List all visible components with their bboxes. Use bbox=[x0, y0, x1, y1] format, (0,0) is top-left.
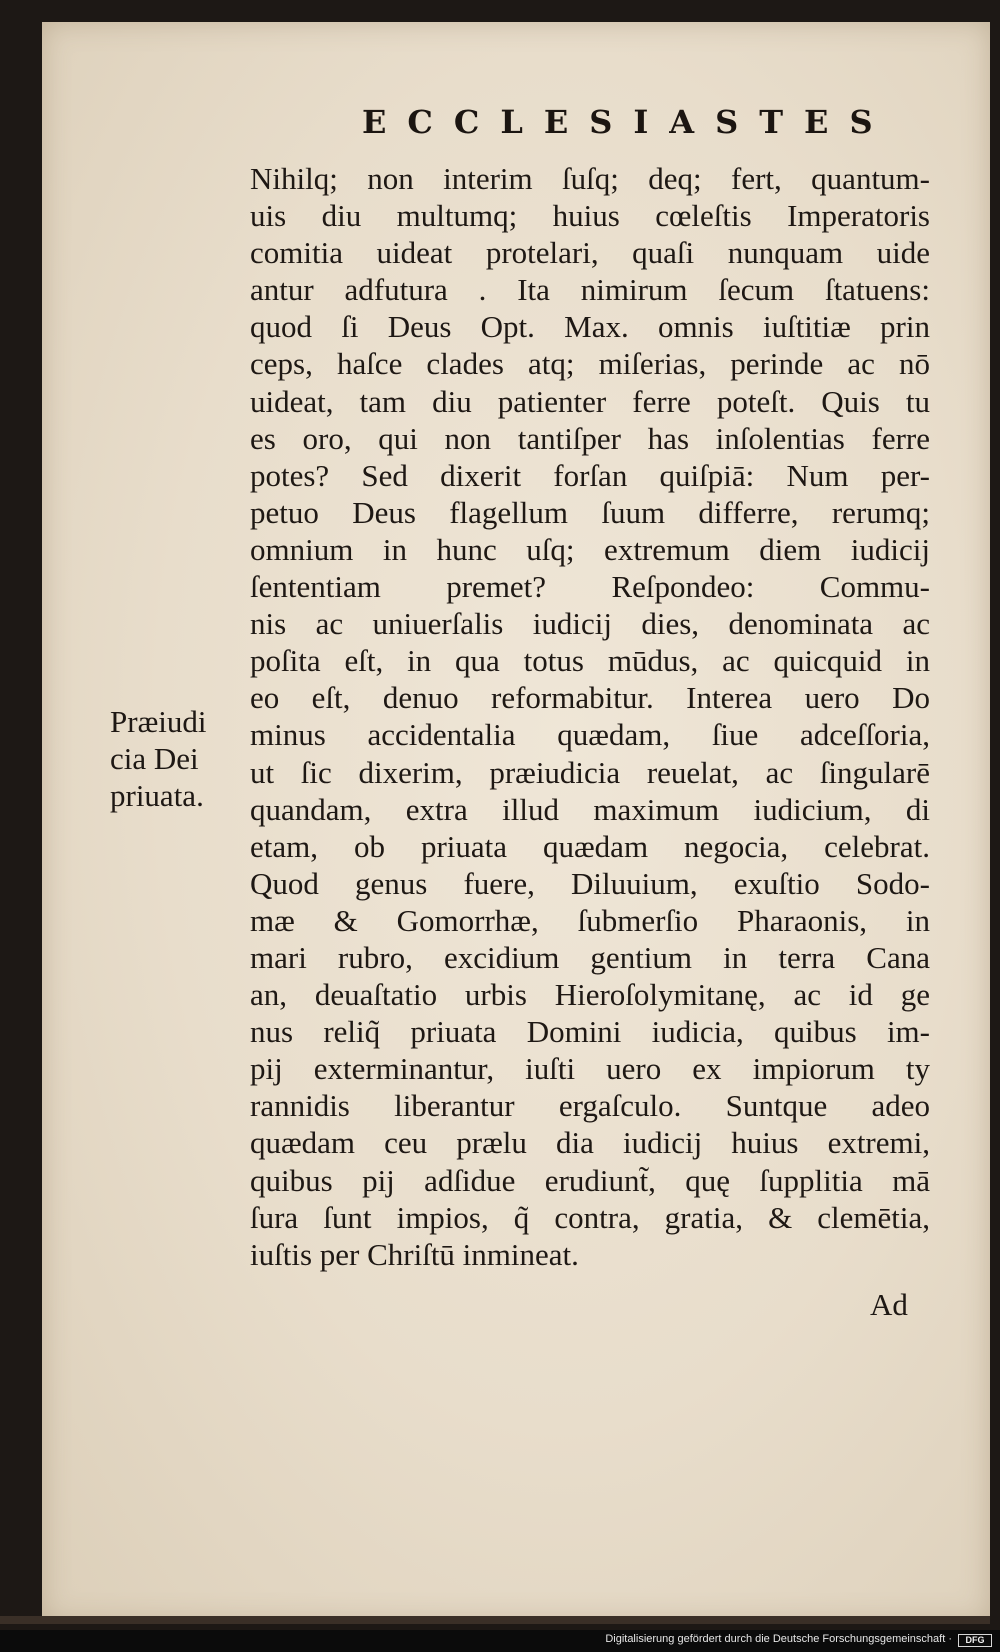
text-line: uis diu multumq; huius cœleſtis Imperatoris bbox=[250, 198, 930, 234]
text-line: potes? Sed dixerit forſan quiſpiā: Num per- bbox=[250, 457, 930, 493]
text-line: mari rubro, excidium gentium in terra Cana bbox=[250, 939, 930, 975]
footer-bar bbox=[0, 1630, 1000, 1652]
text-line: ceps, haſce clades atq; miſerias, perinde ac nō bbox=[250, 346, 930, 382]
body-text bbox=[250, 160, 930, 1273]
text-line: rannidis liberantur ergaſculo. Suntque adeo bbox=[250, 1088, 930, 1124]
text-line: quædam ceu prælu dia iudicij huius extremi, bbox=[250, 1125, 930, 1161]
text-line: es oro, qui non tantiſper has inſolentias ferre bbox=[250, 420, 930, 456]
text-line: antur adfutura . Ita nimirum ſecum ſtatuens: bbox=[250, 272, 930, 308]
text-line: poſita eſt, in qua totus mūdus, ac quicquid in bbox=[250, 643, 930, 679]
text-line: ut ſic dixerim, præiudicia reuelat, ac ſingularē bbox=[250, 754, 930, 790]
text-line: ſententiam premet? Reſpondeo: Commu- bbox=[250, 569, 930, 605]
marginal-note-line: Præiudi bbox=[110, 704, 207, 739]
dfg-logo-icon: DFG bbox=[958, 1634, 992, 1647]
text-line: nis ac uniuerſalis iudicij dies, denominata ac bbox=[250, 606, 930, 642]
text-line: minus accidentalia quædam, ſiue adceſſoria, bbox=[250, 717, 930, 753]
text-line: omnium in hunc uſq; extremum diem iudicij bbox=[250, 531, 930, 567]
text-line: mæ & Gomorrhæ, ſubmerſio Pharaonis, in bbox=[250, 902, 930, 938]
text-line: eo eſt, denuo reformabitur. Interea uero Do bbox=[250, 680, 930, 716]
text-line: quibus pij adſidue erudiunt̃, quę ſupplitia mā bbox=[250, 1162, 930, 1198]
running-head: ECCLESIASTES bbox=[362, 103, 894, 141]
text-line: iuſtis per Chriſtū inmineat. bbox=[250, 1236, 579, 1272]
text-line: nus reliq̃ priuata Domini iudicia, quibus im- bbox=[250, 1014, 930, 1050]
marginal-note-line: cia Dei bbox=[110, 741, 199, 776]
text-line: ſura ſunt impios, q̃ contra, gratia, & clemētia, bbox=[250, 1199, 930, 1235]
footer-credit: Digitalisierung gefördert durch die Deutsche Forschungsgemeinschaft · bbox=[605, 1633, 952, 1645]
text-line: an, deuaſtatio urbis Hieroſolymitanę, ac id ge bbox=[250, 977, 930, 1013]
text-line: comitia uideat protelari, quaſi nunquam uide bbox=[250, 235, 930, 271]
text-line: petuo Deus flagellum ſuum differre, rerumq; bbox=[250, 494, 930, 530]
text-line: quod ſi Deus Opt. Max. omnis iuſtitiæ prin bbox=[250, 309, 930, 345]
text-line: Nihilq; non interim ſuſq; deq; fert, quantum- bbox=[250, 161, 930, 196]
text-line: etam, ob priuata quædam negocia, celebrat. bbox=[250, 828, 930, 864]
marginal-note bbox=[110, 703, 206, 814]
text-line: pij exterminantur, iuſti uero ex impiorum ty bbox=[250, 1051, 930, 1087]
marginal-note-line: priuata. bbox=[110, 778, 204, 813]
text-line: Quod genus fuere, Diluuium, exuſtio Sodo- bbox=[250, 865, 930, 901]
text-line: quandam, extra illud maximum iudicium, di bbox=[250, 791, 930, 827]
page-bottom-edge bbox=[0, 1616, 990, 1624]
text-line: uideat, tam diu patienter ferre poteſt. Quis tu bbox=[250, 383, 930, 419]
catchword: Ad bbox=[870, 1287, 908, 1322]
